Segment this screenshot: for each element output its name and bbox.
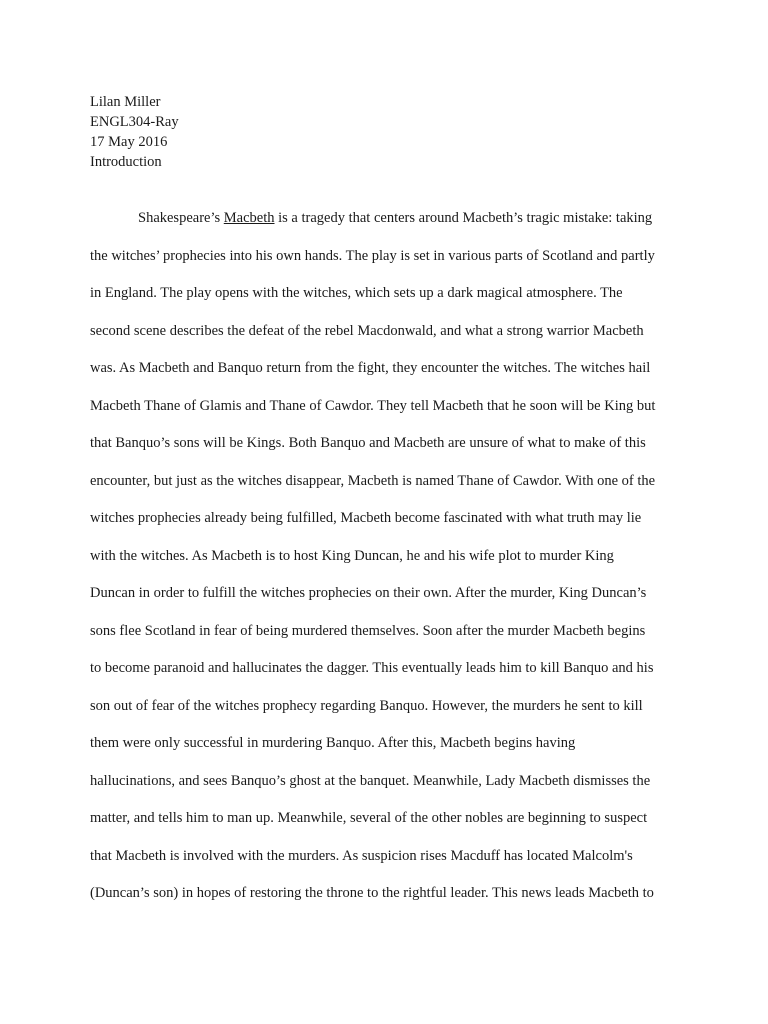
body-line: that Macbeth is involved with the murders. As suspicion rises Macduff has located Malcolm's: [90, 847, 633, 864]
author-name: Lilan Miller: [90, 94, 161, 110]
body-line: witches prophecies already being fulfilled, Macbeth become fascinated with what truth may lie: [90, 510, 642, 526]
essay-heading: [90, 92, 179, 172]
body-line: with the witches. As Macbeth is to host King Duncan, he and his wife plot to murder King: [90, 547, 614, 564]
body-line: them were only successful in murdering Banquo. After this, Macbeth begins having: [90, 735, 576, 751]
body-line: son out of fear of the witches prophecy regarding Banquo. However, the murders he sent to kill: [90, 697, 643, 714]
body-line: matter, and tells him to man up. Meanwhile, several of the other nobles are beginning to suspect: [90, 810, 648, 826]
body-line: was. As Macbeth and Banquo return from the fight, they encounter the witches. The witches hail: [90, 360, 651, 376]
course-name: ENGL304-Ray: [90, 114, 179, 130]
body-line: hallucinations, and sees Banquo’s ghost at the banquet. Meanwhile, Lady Macbeth dismisses the: [90, 772, 651, 789]
section-heading: Introduction: [90, 154, 162, 170]
essay-body: [90, 208, 690, 921]
essay-date: 17 May 2016: [90, 134, 168, 150]
body-line: the witches’ prophecies into his own hands. The play is set in various parts of Scotland and partly: [90, 247, 655, 264]
body-line: Macbeth Thane of Glamis and Thane of Cawdor. They tell Macbeth that he soon will be King but: [90, 397, 656, 414]
body-line-first: [90, 208, 690, 246]
body-text-run: Shakespeare’s: [138, 210, 224, 226]
body-line: Duncan in order to fulfill the witches prophecies on their own. After the murder, King Duncan’s: [90, 585, 647, 601]
body-line: (Duncan’s son) in hopes of restoring the throne to the rightful leader. This news leads Macbeth to: [90, 885, 654, 901]
body-line: that Banquo’s sons will be Kings. Both Banquo and Macbeth are unsure of what to make of this: [90, 435, 646, 451]
body-line: second scene describes the defeat of the rebel Macdonwald, and what a strong warrior Macbeth: [90, 322, 644, 339]
play-title: Macbeth: [223, 210, 275, 226]
body-line: to become paranoid and hallucinates the dagger. This eventually leads him to kill Banquo and his: [90, 660, 654, 676]
body-line: in England. The play opens with the witches, which sets up a dark magical atmosphere. The: [90, 285, 623, 301]
body-text-run: is a tragedy that centers around Macbeth’s tragic mistake: taking: [274, 210, 653, 226]
body-line: sons flee Scotland in fear of being murdered themselves. Soon after the murder Macbeth begins: [90, 622, 646, 639]
body-line: encounter, but just as the witches disappear, Macbeth is named Thane of Cawdor. With one of the: [90, 472, 656, 489]
